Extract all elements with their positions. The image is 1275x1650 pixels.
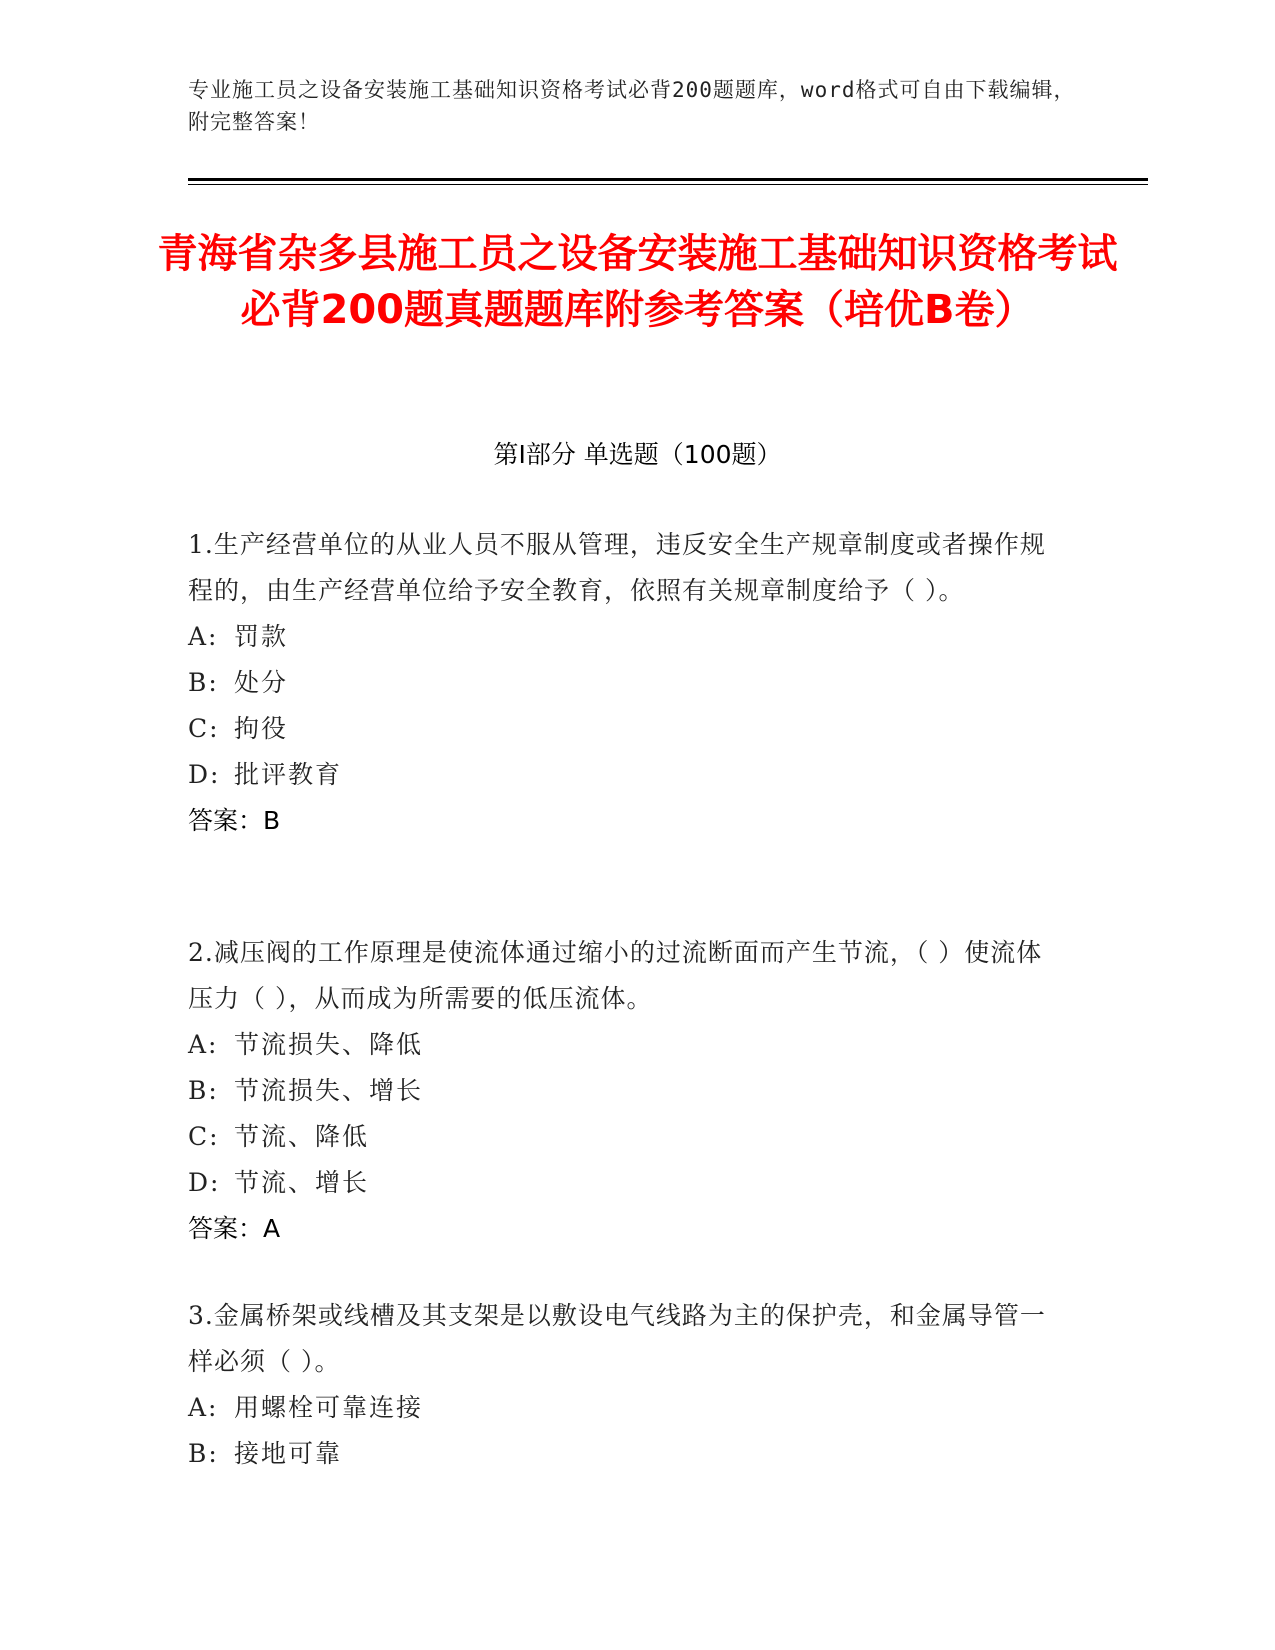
header-divider-thin (188, 184, 1148, 185)
option-text: 罚款 (234, 622, 289, 651)
option-letter: D: (188, 1168, 221, 1197)
option-text: 节流损失、增长 (234, 1076, 424, 1105)
option-letter: D: (188, 760, 221, 789)
answer-line: 答案：B (188, 806, 281, 835)
section-heading: 第I部分 单选题（100题） (493, 440, 782, 469)
question-1 (188, 522, 1068, 844)
document-title: 青海省杂多县施工员之设备安装施工基础知识资格考试必背200题真题题库附参考答案（培优B卷） (157, 231, 1118, 333)
option-text: 接地可靠 (234, 1439, 343, 1468)
option-a (188, 614, 1068, 660)
option-a (188, 1022, 1068, 1068)
option-letter: B: (188, 668, 219, 697)
option-letter: A: (188, 622, 219, 651)
question-2 (188, 930, 1068, 1252)
option-letter: C: (188, 1122, 220, 1151)
option-b (188, 1068, 1068, 1114)
question-3 (188, 1293, 1068, 1477)
option-d (188, 752, 1068, 798)
option-letter: A: (188, 1393, 219, 1422)
option-text: 节流损失、降低 (234, 1030, 424, 1059)
option-b (188, 660, 1068, 706)
question-stem: 2.减压阀的工作原理是使流体通过缩小的过流断面而产生节流，（ ）使流体压力（ ），从而成为所需要的低压流体。 (188, 938, 1043, 1013)
header-divider-thick (188, 178, 1148, 181)
option-a (188, 1385, 1068, 1431)
option-text: 节流、增长 (234, 1168, 370, 1197)
option-letter: B: (188, 1076, 219, 1105)
option-text: 节流、降低 (234, 1122, 370, 1151)
option-c (188, 1114, 1068, 1160)
option-letter: B: (188, 1439, 219, 1468)
option-text: 用螺栓可靠连接 (234, 1393, 424, 1422)
option-c (188, 706, 1068, 752)
option-text: 处分 (234, 668, 289, 697)
option-text: 批评教育 (234, 760, 343, 789)
option-d (188, 1160, 1068, 1206)
option-b (188, 1431, 1068, 1477)
option-letter: C: (188, 714, 220, 743)
option-letter: A: (188, 1030, 219, 1059)
question-stem: 3.金属桥架或线槽及其支架是以敷设电气线路为主的保护壳，和金属导管一样必须（ ）。 (188, 1301, 1046, 1376)
header-note: 专业施工员之设备安装施工基础知识资格考试必背200题题库，word格式可自由下载编辑，附完整答案！ (188, 78, 1076, 134)
answer-line: 答案：A (188, 1214, 281, 1243)
option-text: 拘役 (234, 714, 289, 743)
question-stem: 1.生产经营单位的从业人员不服从管理，违反安全生产规章制度或者操作规程的，由生产经营单位给予安全教育，依照有关规章制度给予（ ）。 (188, 530, 1046, 605)
